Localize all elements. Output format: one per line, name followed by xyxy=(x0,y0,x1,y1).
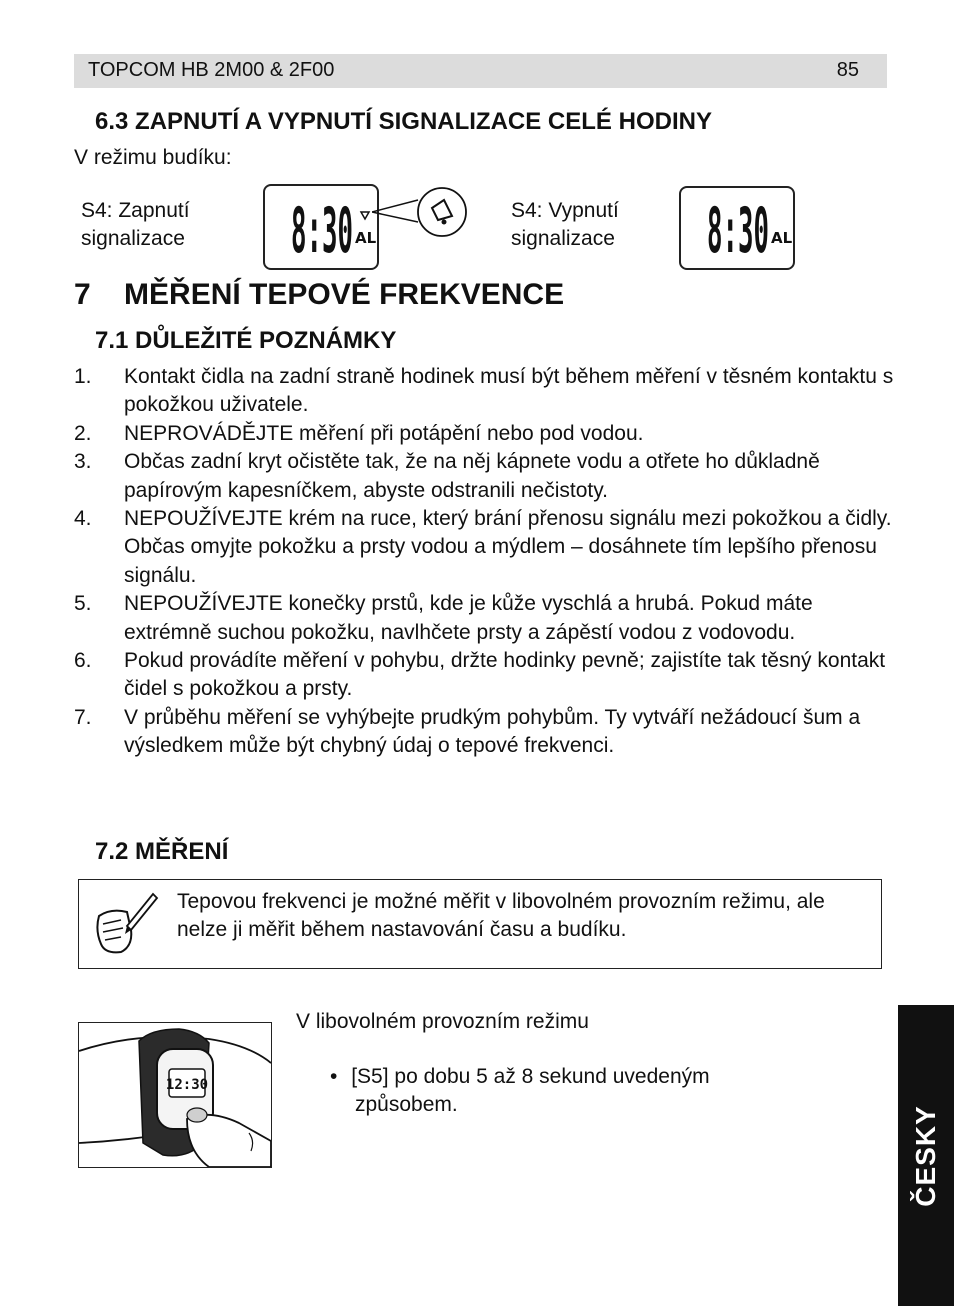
language-tab-label: ČESKY xyxy=(910,1104,941,1207)
lcd-time: 8:30 xyxy=(291,194,353,267)
bullet-item: • [S5] po dobu 5 až 8 sekund uvedeným způsobem. xyxy=(330,1065,710,1116)
list-item: 2. NEPROVÁDĚJTE měření při potápění nebo pod vodou. xyxy=(74,421,644,445)
s5-button xyxy=(187,1108,207,1122)
list-item: 6. Pokud provádíte měření v pohybu, držte hodinky pevně; zajistíte tak těsný kontakt čidel s pokožkou a prsty. xyxy=(74,649,886,701)
lcd-digits xyxy=(681,188,793,268)
important-notes-list xyxy=(74,363,894,761)
list-item: 3. Občas zadní kryt očistěte tak, že na něj kápnete vodu a otřete ho důkladně papírovým kapesníčkem, abyste odstranili nečistoty. xyxy=(74,450,820,502)
lcd-al-indicator: AL xyxy=(355,229,377,247)
lcd-al-indicator: AL xyxy=(771,229,793,247)
page-header xyxy=(74,54,887,88)
bell-icon xyxy=(418,188,466,236)
bullet-icon: • xyxy=(330,1065,338,1088)
note-pencil-icon xyxy=(91,890,161,960)
s4-on-label: S4: Zapnutí signalizace xyxy=(81,199,190,250)
list-item: 7. V průběhu měření se vyhýbejte prudkým pohybům. Ty vytváří nežádoucí šum a výsledkem může být chybný údaj o tepové frekvenci. xyxy=(74,705,861,758)
alarm-mode-intro: V režimu budíku: xyxy=(74,146,232,169)
list-item: 1. Kontakt čidla na zadní straně hodinek musí být během měření v těsném kontaktu s pokožkou uživatele. xyxy=(74,365,894,417)
section-6-3-heading: 6.3 ZAPNUTÍ A VYPNUTÍ SIGNALIZACE CELÉ HODINY xyxy=(95,108,712,135)
section-7-2-heading: 7.2 MĚŘENÍ xyxy=(95,838,229,865)
lcd-time: 8:30 xyxy=(707,194,769,267)
section-7-heading: 7 MĚŘENÍ TEPOVÉ FREKVENCE xyxy=(74,278,565,311)
lcd-display-chime-on xyxy=(263,184,379,270)
bell-callout xyxy=(372,184,468,244)
note-box xyxy=(78,879,882,969)
wrist-watch-illustration xyxy=(79,1023,271,1167)
lcd-digits xyxy=(265,186,377,268)
section-7-1-heading: 7.1 DŮLEŽITÉ POZNÁMKY xyxy=(95,327,397,354)
s4-off-label: S4: Vypnutí signalizace xyxy=(511,199,619,250)
list-item: 5. NEPOUŽÍVEJTE konečky prstů, kde je kůže vyschlá a hrubá. Pokud máte extrémně suchou pokožku, navlhčete prsty a zápěstí vodou z vodovodu. xyxy=(74,592,813,644)
page-number: 85 xyxy=(836,59,859,81)
watch-measurement-illustration xyxy=(78,1022,272,1168)
list-item: 4. NEPOUŽÍVEJTE krém na ruce, který brání přenosu signálu mezi pokožkou a čidly. Občas omyjte pokožku a prsty vodou a mýdlem – dosáhnete tím lepšího přenosu signálu. xyxy=(74,507,892,587)
watch-time: 12:30 xyxy=(165,1077,209,1093)
language-tab xyxy=(898,1005,954,1306)
lcd-display-chime-off xyxy=(679,186,795,270)
bell-small-icon xyxy=(361,212,369,219)
header-title: TOPCOM HB 2M00 & 2F00 xyxy=(88,59,335,81)
finger-icon xyxy=(187,1115,271,1167)
note-text: Tepovou frekvenci je možné měřit v libovolném provozním režimu, ale nelze ji měřit během nastavování času a budíku. xyxy=(177,890,825,941)
mode-text: V libovolném provozním režimu xyxy=(296,1010,589,1033)
